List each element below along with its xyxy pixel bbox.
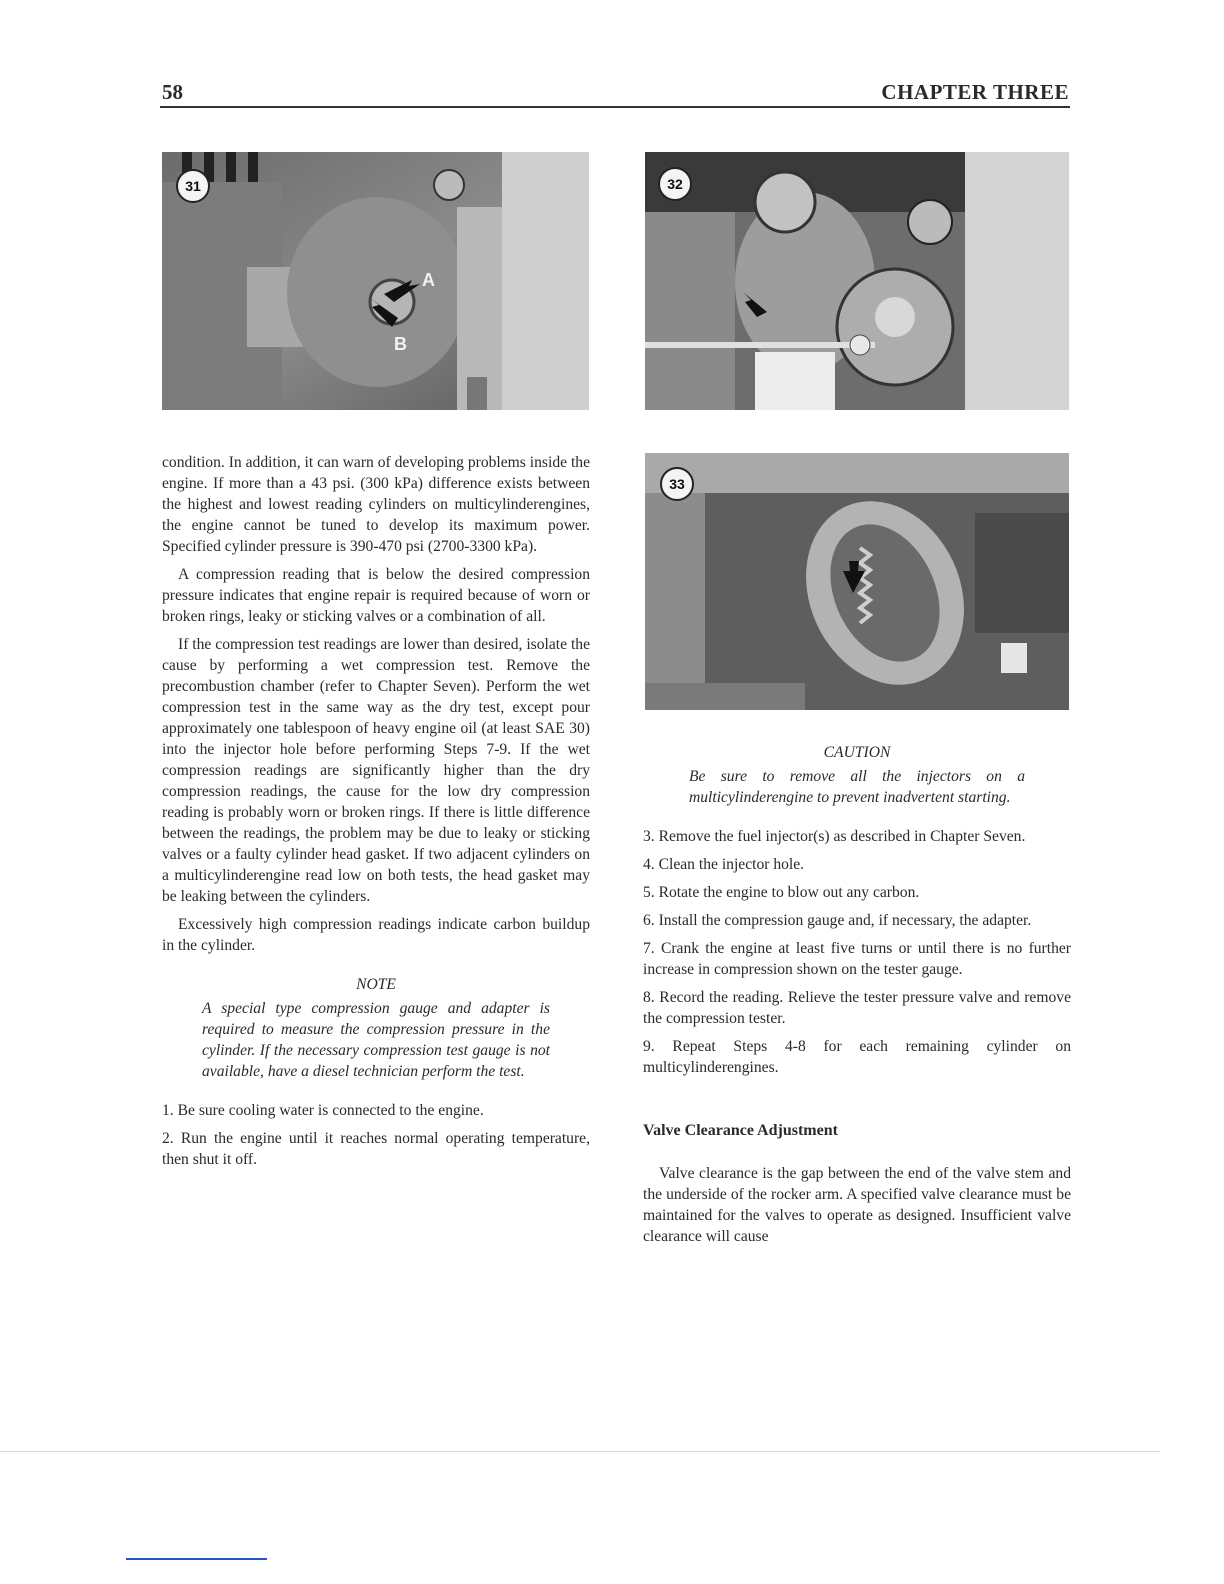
left-column <box>162 452 590 1177</box>
note-title: NOTE <box>356 976 396 993</box>
step-6: 6. Install the compression gauge and, if necessary, the adapter. <box>643 912 1032 929</box>
step-2: 2. Run the engine until it reaches normal operating temperature, then shut it off. <box>162 1130 590 1168</box>
note-body: A special type compression gauge and adapter is required to measure the compression pressure in the cylinder. If the necessary compression test gauge is not available, have a diesel technician perform the test. <box>202 1000 550 1080</box>
paragraph-wet-test: If the compression test readings are lower than desired, isolate the cause by performing a wet compression test. Remove the precombustion chamber (refer to Chapter Seven). Perform the wet compression test in the same way as the dry test, except pour approximately one tablespoon of heavy engine oil (at least SAE 30) into the injector hole before performing Steps 7-9. If the wet compression readings are significantly higher than the dry compression readings, the cause for the low dry compression reading is probably worn or broken rings. If there is little difference between the readings, the problem may be due to leaky or sticking valves or a faulty cylinder head gasket. If two adjacent cylinders on a multicylinderengine read low on both tests, the head gasket may be leaking between the cylinders. <box>162 636 590 905</box>
step-9: 9. Repeat Steps 4-8 for each remaining cylinder on multicylinderengines. <box>643 1038 1071 1076</box>
bottom-rule <box>126 1558 267 1560</box>
step-3: 3. Remove the fuel injector(s) as described in Chapter Seven. <box>643 828 1026 845</box>
paragraph-condition: condition. In addition, it can warn of developing problems inside the engine. If more than a 43 psi. (300 kPa) difference exists between the highest and lowest reading cylinders on multicylinderengines, the engine cannot be tuned to develop its maximum power. Specified cylinder pressure is 390-470 psi (2700-3300 kPa). <box>162 454 590 555</box>
page-number: 58 <box>162 80 183 104</box>
step-4: 4. Clean the injector hole. <box>643 856 805 873</box>
chapter-title: CHAPTER THREE <box>881 80 1069 104</box>
callout-a: A <box>422 270 435 290</box>
caution-title: CAUTION <box>823 744 891 761</box>
right-column <box>643 742 1071 1254</box>
paragraph-valve-clearance: Valve clearance is the gap between the end of the valve stem and the underside of the rocker arm. A specified valve clearance must be maintained for the valves to operate as designed. Insufficient valve clearance will cause <box>643 1165 1071 1245</box>
figure-33-badge: 33 <box>660 467 694 501</box>
paragraph-high-readings: Excessively high compression readings indicate carbon buildup in the cylinder. <box>162 916 590 954</box>
engine-photo-31 <box>162 152 589 410</box>
figure-31-photo <box>162 152 589 410</box>
caution-body: Be sure to remove all the injectors on a multicylinderengine to prevent inadvertent starting. <box>689 768 1025 806</box>
engine-photo-33 <box>645 453 1069 710</box>
step-1: 1. Be sure cooling water is connected to the engine. <box>162 1102 484 1119</box>
figure-32-badge: 32 <box>658 167 692 201</box>
paragraph-compression-reading: A compression reading that is below the desired compression pressure indicates that engine repair is required because of worn or broken rings, leaky or sticking valves or a combination of all. <box>162 566 590 625</box>
section-heading-valve-clearance: Valve Clearance Adjustment <box>643 1122 838 1139</box>
figure-31-badge: 31 <box>176 169 210 203</box>
engine-photo-32 <box>645 152 1069 410</box>
figure-32-photo <box>645 152 1069 410</box>
header-rule <box>160 106 1070 108</box>
step-5: 5. Rotate the engine to blow out any carbon. <box>643 884 920 901</box>
footer-rule <box>0 1451 1160 1452</box>
figure-33-photo <box>645 453 1069 710</box>
step-7: 7. Crank the engine at least five turns or until there is no further increase in compression shown on the tester gauge. <box>643 940 1071 978</box>
callout-b: B <box>394 334 407 354</box>
step-8: 8. Record the reading. Relieve the tester pressure valve and remove the compression tester. <box>643 989 1071 1027</box>
